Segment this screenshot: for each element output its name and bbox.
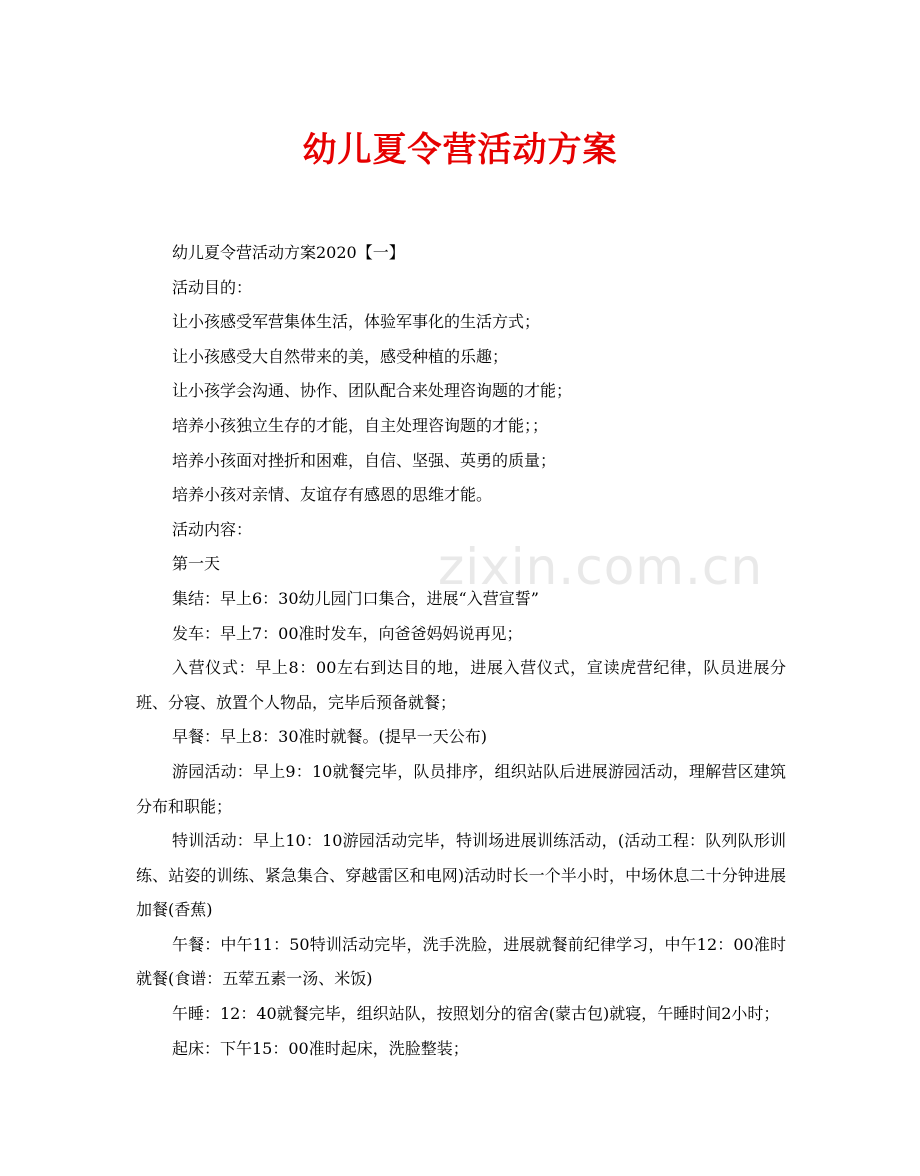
watermark: zixin.com.cn <box>438 538 764 596</box>
paragraph-breakfast: 早餐：早上8：30准时就餐。(提早一天公布) <box>172 727 488 747</box>
paragraph-heading: 幼儿夏令营活动方案2020【一】 <box>172 243 405 262</box>
paragraph-goal-1: 让小孩感受军营集体生活，体验军事化的生活方式； <box>172 312 541 332</box>
paragraph-training: 特训活动：早上10：10游园活动完毕，特训场进展训练活动，(活动工程：队列队形训练、站姿的训练、紧急集合、穿越雷区和电网)活动时长一个半小时，中场休息二十分钟进展加餐(香蕉) <box>136 831 786 920</box>
paragraph-goal-3: 让小孩学会沟通、协作、团队配合来处理咨询题的才能； <box>172 381 573 401</box>
paragraph-ceremony: 入营仪式：早上8：00左右到达目的地，进展入营仪式，宣读虎营纪律，队员进展分班、分寝、放置个人物品，完毕后预备就餐； <box>136 658 786 712</box>
paragraph-goals-label: 活动目的： <box>172 277 253 297</box>
paragraph-lunch: 午餐：中午11：50特训活动完毕，洗手洗脸，进展就餐前纪律学习，中午12：00准时就餐(食谱：五荤五素一汤、米饭) <box>136 934 786 989</box>
paragraph-assembly: 集结：早上6：30幼儿园门口集合，进展“入营宣誓” <box>172 588 539 608</box>
document-title: 幼儿夏令营活动方案 <box>302 130 618 170</box>
paragraph-goal-6: 培养小孩对亲情、友谊存有感恩的思维才能。 <box>172 485 493 505</box>
paragraph-goal-2: 让小孩感受大自然带来的美，感受种植的乐趣； <box>172 346 509 366</box>
paragraph-goal-5: 培养小孩面对挫折和困难，自信、坚强、英勇的质量； <box>172 450 557 470</box>
paragraph-wakeup: 起床：下午15：00准时起床，洗脸整装； <box>172 1038 469 1058</box>
paragraph-day-one: 第一天 <box>172 554 221 574</box>
paragraph-nap: 午睡：12：40就餐完毕，组织站队，按照划分的宿舍(蒙古包)就寝，午睡时间2小时； <box>172 1004 780 1024</box>
paragraph-goal-4: 培养小孩独立生存的才能，自主处理咨询题的才能；； <box>172 415 549 435</box>
paragraph-content-label: 活动内容： <box>172 519 253 539</box>
paragraph-tour: 游园活动：早上9：10就餐完毕，队员排序，组织站队后进展游园活动，理解营区建筑分布和职能； <box>136 761 786 816</box>
paragraph-departure: 发车：早上7：00准时发车，向爸爸妈妈说再见； <box>172 623 523 643</box>
document-body <box>136 236 786 1066</box>
